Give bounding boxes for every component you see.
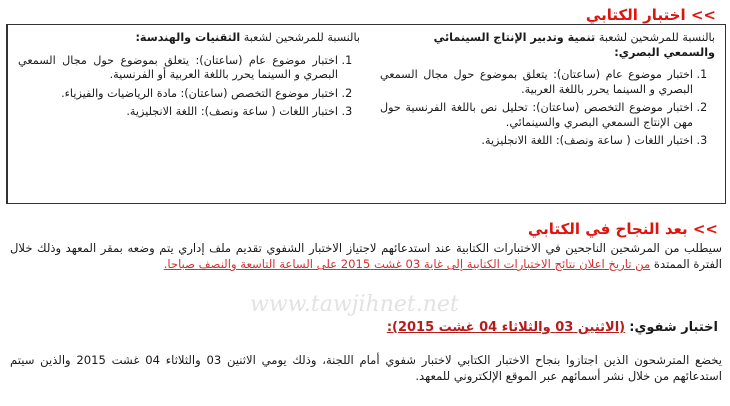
after-success-heading: >> بعد النجاح في الكتابي: [528, 220, 718, 238]
production-column: [370, 25, 725, 203]
oral-label: اختبار شفوي:: [629, 320, 718, 335]
list-item: 1. اختبار موضوع عام (ساعتان): يتعلق بموضوع حول مجال السمعي البصري و السينما يحرر باللغة العربية أو الفرنسية.: [18, 54, 338, 83]
list-item: 3. اختبار اللغات ( ساعة ونصف): اللغة الانجليزية.: [18, 105, 338, 120]
title-bold: التقنيات والهندسة:: [135, 31, 241, 44]
exam-table: [6, 24, 726, 204]
production-list: [380, 68, 715, 149]
admin-file-paragraph: [10, 240, 722, 272]
oral-paragraph: يخضع المترشحون الذين اجتازوا بنجاح الاختبار الكتابي لاختبار شفوي أمام اللجنة، وذلك يومي الاثنين 03 والثلاثاء 04 غشت 2015 والذين سيتم استدعائهم من خلال نشر أسمائهم عبر الموقع الإلكتروني للمعهد.: [10, 353, 722, 383]
oral-exam-heading: [387, 320, 718, 335]
deadline-highlight: من تاريخ اعلان نتائج الاختبارات الكتابية إلى غاية 03 غشت 2015 على الساعة التاسعة والنصف صباحا.: [163, 257, 651, 271]
engineering-title: [18, 31, 360, 46]
written-exam-heading: >> اختبار الكتابي: [585, 6, 716, 24]
production-title: [380, 31, 715, 60]
watermark: www.tawjihnet.net: [250, 292, 459, 317]
list-item: 1. اختبار موضوع عام (ساعتان): يتعلق بموضوع حول مجال السمعي البصري و السينما يحرر باللغة العربية.: [380, 68, 693, 97]
list-item: 2. اختبار موضوع التخصص (ساعتان): مادة الرياضيات والفيزياء.: [18, 87, 338, 102]
title-bold: تنمية وتدبير الإنتاج السينمائي والسمعي البصري:: [433, 31, 715, 59]
paragraph-text: سيطلب من المرشحين الناجحين في الاختبارات الكتابية عند استدعائهم لاجتياز الاختبار الشفوي تقديم ملف إداري يتم وضعه بمقر المعهد وذلك خلال الفترة الممتدة: [10, 241, 722, 271]
oral-dates: (الاثنين 03 والثلاثاء 04 غشت 2015):: [386, 320, 626, 335]
list-item: 3. اختبار اللغات ( ساعة ونصف): اللغة الانجليزية.: [380, 134, 693, 149]
engineering-list: [18, 54, 360, 120]
engineering-column: [7, 25, 370, 203]
list-item: 2. اختبار موضوع التخصص (ساعتان): تحليل نص باللغة الفرنسية حول مهن الإنتاج السمعي البصري والسينمائي.: [380, 101, 693, 130]
title-prefix: بالنسبة للمرشحين لشعبة: [595, 31, 715, 44]
title-prefix: بالنسبة للمرشحين لشعبة: [240, 31, 360, 44]
